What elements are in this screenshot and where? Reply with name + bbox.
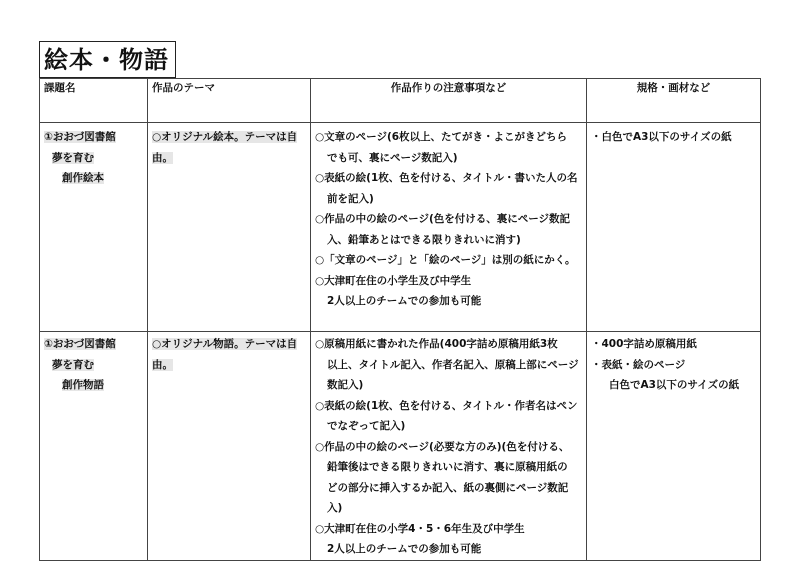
note-line: でなぞって記入) bbox=[327, 420, 406, 432]
theme-cell bbox=[148, 332, 311, 561]
theme-line: 由。 bbox=[152, 151, 173, 164]
column-header-notes: 作品作りの注意事項など bbox=[311, 79, 587, 123]
page-title: 絵本・物語 bbox=[39, 41, 176, 78]
note-line: 以上、タイトル記入、作者名記入、原稿上部にページ bbox=[327, 358, 579, 371]
subject-line: ①おおづ図書館 bbox=[44, 131, 116, 143]
entry-requirements-table bbox=[39, 78, 761, 561]
subject-line: 夢を育む bbox=[52, 151, 94, 164]
note-line: 入) bbox=[327, 502, 343, 514]
column-header-theme: 作品のテーマ bbox=[148, 79, 311, 123]
specs-cell bbox=[587, 123, 761, 332]
note-line: 入、鉛筆あとはできる限りきれいに消す) bbox=[327, 233, 521, 246]
subject-cell bbox=[40, 123, 148, 332]
theme-line: ○オリジナル絵本。テーマは自 bbox=[152, 131, 298, 143]
note-line: ○大津町在住の小学4・5・6年生及び中学生 bbox=[315, 522, 525, 535]
column-header-specs: 規格・画材など bbox=[587, 79, 761, 123]
spec-line: ・白色でA3以下のサイズの紙 bbox=[591, 131, 732, 143]
notes-cell bbox=[311, 332, 587, 561]
note-line: ○表紙の絵(1枚、色を付ける、タイトル・書いた人の名 bbox=[315, 172, 578, 184]
note-line: ○作品の中の絵のページ(色を付ける、裏にページ数記 bbox=[315, 213, 571, 225]
table-row bbox=[40, 123, 761, 332]
note-line: ○作品の中の絵のページ(必要な方のみ)(色を付ける、 bbox=[315, 440, 570, 453]
theme-line: 由。 bbox=[152, 358, 173, 371]
note-line: 鉛筆後はできる限りきれいに消す、裏に原稿用紙の bbox=[327, 461, 568, 473]
table-header-row bbox=[40, 79, 761, 123]
column-header-subject: 課題名 bbox=[40, 79, 148, 123]
subject-line: ①おおづ図書館 bbox=[44, 338, 116, 350]
notes-cell bbox=[311, 123, 587, 332]
note-line: ○大津町在住の小学生及び中学生 bbox=[315, 274, 472, 287]
spec-line: ・400字詰め原稿用紙 bbox=[591, 338, 697, 350]
table-row bbox=[40, 332, 761, 561]
spec-line: 白色でA3以下のサイズの紙 bbox=[609, 379, 740, 391]
theme-line: ○オリジナル物語。テーマは自 bbox=[152, 338, 298, 350]
note-line: 数記入) bbox=[327, 379, 364, 391]
specs-cell bbox=[587, 332, 761, 561]
note-line: 2人以上のチームでの参加も可能 bbox=[327, 295, 482, 307]
subject-line: 夢を育む bbox=[52, 358, 94, 371]
note-line: ○原稿用紙に書かれた作品(400字詰め原稿用紙3枚 bbox=[315, 338, 558, 350]
note-line: ○表紙の絵(1枚、色を付ける、タイトル・作者名はペン bbox=[315, 399, 578, 412]
note-line: どの部分に挿入するか記入、紙の裏側にページ数記 bbox=[327, 481, 569, 494]
note-line: 前を記入) bbox=[327, 192, 374, 205]
note-line: ○文章のページ(6枚以上、たてがき・よこがきどちら bbox=[315, 131, 568, 143]
subject-line: 創作物語 bbox=[62, 379, 104, 391]
subject-line: 創作絵本 bbox=[62, 172, 104, 184]
note-line: 2人以上のチームでの参加も可能 bbox=[327, 543, 482, 555]
theme-cell bbox=[148, 123, 311, 332]
note-line: でも可、裏にページ数記入) bbox=[327, 151, 458, 164]
subject-cell bbox=[40, 332, 148, 561]
note-line: ○「文章のページ」と「絵のページ」は別の紙にかく。 bbox=[315, 254, 576, 266]
spec-line: ・表紙・絵のページ bbox=[591, 358, 686, 371]
